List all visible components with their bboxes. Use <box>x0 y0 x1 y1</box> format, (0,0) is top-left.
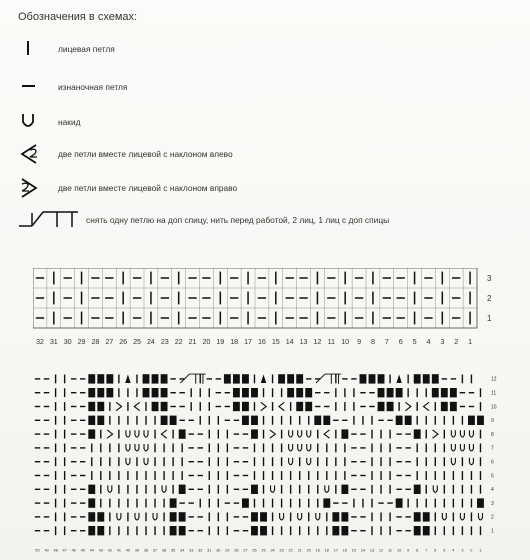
column-label: 24 <box>270 548 275 553</box>
filled-cell <box>332 512 339 521</box>
column-label: 44 <box>89 548 94 553</box>
column-label: 26 <box>252 548 257 553</box>
k2tog-left-mark <box>161 430 166 438</box>
yarn-over-mark <box>280 513 284 520</box>
legend-item-k2tog-right <box>18 176 237 200</box>
column-label: 33 <box>189 548 194 553</box>
filled-cell <box>414 429 421 438</box>
filled-cell <box>88 498 95 507</box>
filled-cell <box>287 388 294 397</box>
filled-cell <box>170 416 177 425</box>
k2tog-right-mark <box>107 430 112 438</box>
row-label: 1 <box>487 313 492 323</box>
row-label: 6 <box>491 459 494 466</box>
filled-cell <box>251 388 258 397</box>
column-label: 25 <box>261 548 266 553</box>
filled-cell <box>233 388 240 397</box>
column-label: 39 <box>134 548 140 553</box>
filled-cell <box>242 388 249 397</box>
yarn-over-mark <box>307 430 311 437</box>
column-label: 28 <box>234 548 239 553</box>
column-label: 9 <box>407 548 410 553</box>
column-label: 5 <box>412 337 417 346</box>
legend-item-yarn-over <box>18 110 81 134</box>
legend-item-cable <box>16 208 389 232</box>
filled-cell <box>170 526 177 535</box>
filled-cell <box>88 374 95 383</box>
filled-cell <box>423 512 430 521</box>
filled-cell <box>242 498 249 507</box>
filled-cell <box>305 402 312 411</box>
column-label: 12 <box>378 548 384 553</box>
filled-cell <box>88 402 95 411</box>
legend-title: Обозначения в схемах: <box>18 11 138 23</box>
legend-label-k2tog-left: две петли вместе лицевой с наклоном влево <box>58 149 233 159</box>
column-label: 13 <box>299 337 308 346</box>
filled-cell <box>251 416 258 425</box>
legend-item-k2tog-left <box>18 142 233 166</box>
row-label: 4 <box>491 487 494 494</box>
column-label: 27 <box>243 548 248 553</box>
filled-cell <box>450 402 457 411</box>
filled-cell <box>441 388 448 397</box>
column-label: 19 <box>216 337 225 346</box>
filled-cell <box>332 526 339 535</box>
column-label: 21 <box>297 548 302 553</box>
yarn-over-mark <box>316 513 320 520</box>
k2tog-left-mark <box>324 430 329 438</box>
column-label: 45 <box>80 548 85 553</box>
filled-cell <box>296 374 303 383</box>
filled-cell <box>179 526 186 535</box>
filled-cell <box>378 402 385 411</box>
column-label: 42 <box>107 548 112 553</box>
filled-cell <box>323 498 330 507</box>
filled-cell <box>450 388 457 397</box>
yarn-over-mark <box>298 444 302 451</box>
yarn-over-mark <box>135 430 139 437</box>
column-label: 14 <box>285 337 294 346</box>
filled-cell <box>477 498 484 507</box>
filled-cell <box>468 416 475 425</box>
row-label: 7 <box>491 445 494 452</box>
column-label: 16 <box>342 548 347 553</box>
column-label: 13 <box>369 548 375 553</box>
filled-cell <box>152 374 159 383</box>
column-label: 28 <box>91 337 100 346</box>
filled-cell <box>161 374 168 383</box>
filled-cell <box>170 498 177 507</box>
column-label: 17 <box>244 337 253 346</box>
column-label: 4 <box>452 548 455 553</box>
yarn-over-mark <box>298 430 302 437</box>
column-label: 3 <box>440 337 445 346</box>
filled-cell <box>88 526 95 535</box>
column-label: 31 <box>49 337 58 346</box>
column-label: 11 <box>327 337 336 346</box>
filled-cell <box>88 512 95 521</box>
column-label: 4 <box>426 337 431 346</box>
filled-cell <box>88 429 95 438</box>
column-label: 10 <box>397 548 402 553</box>
filled-cell <box>323 416 330 425</box>
cable-cross-icon <box>16 208 86 232</box>
filled-cell <box>88 416 95 425</box>
row-label: 8 <box>491 431 494 438</box>
row-label: 12 <box>491 376 497 383</box>
filled-cell <box>251 485 258 494</box>
column-label: 41 <box>116 548 121 553</box>
filled-cell <box>287 374 294 383</box>
legend-item-purl <box>18 75 127 99</box>
column-label: 9 <box>357 337 362 346</box>
row-label: 9 <box>491 418 494 425</box>
filled-cell <box>143 374 150 383</box>
row-label: 1 <box>491 528 494 535</box>
filled-cell <box>360 374 367 383</box>
k2tog-right-mark <box>116 402 121 410</box>
column-label: 16 <box>257 337 266 346</box>
filled-cell <box>396 416 403 425</box>
column-label: 27 <box>105 337 114 346</box>
cable-mark <box>180 374 205 384</box>
column-label: 19 <box>315 548 320 553</box>
k2tog-left-mark <box>279 402 284 410</box>
filled-cell <box>305 388 312 397</box>
row-label: 3 <box>491 500 494 507</box>
filled-cell <box>161 388 168 397</box>
filled-cell <box>97 526 104 535</box>
column-label: 11 <box>388 548 393 553</box>
yarn-over-mark <box>460 513 464 520</box>
filled-cell <box>224 374 231 383</box>
filled-cell <box>341 485 348 494</box>
k2tog-left-mark <box>134 402 139 410</box>
row-label: 11 <box>491 390 497 397</box>
yarn-over-mark <box>126 444 130 451</box>
yarn-over-mark <box>153 513 157 520</box>
column-label: 1 <box>479 548 482 553</box>
filled-cell <box>97 512 104 521</box>
column-label: 21 <box>188 337 197 346</box>
column-label: 30 <box>216 548 221 553</box>
filled-cell <box>296 402 303 411</box>
filled-cell <box>378 388 385 397</box>
yarn-over-mark <box>460 430 464 437</box>
chart-grid <box>35 374 484 535</box>
column-label: 22 <box>174 337 183 346</box>
column-label: 20 <box>202 337 211 346</box>
column-label: 49 <box>44 548 49 553</box>
filled-cell <box>88 485 95 494</box>
row-label: 2 <box>491 514 494 521</box>
k2tog-left-mark <box>424 402 429 410</box>
column-label: 35 <box>171 548 176 553</box>
filled-cell <box>378 374 385 383</box>
column-label: 10 <box>341 337 350 346</box>
yarn-over-mark <box>144 430 148 437</box>
column-label: 50 <box>35 548 40 553</box>
column-label: 8 <box>416 548 419 553</box>
filled-cell <box>97 388 104 397</box>
yarn-over-mark <box>469 458 473 465</box>
column-label: 32 <box>198 548 203 553</box>
filled-cell <box>477 416 484 425</box>
column-label: 18 <box>324 548 329 553</box>
filled-cell <box>161 402 168 411</box>
knit-stitch-icon <box>18 37 58 61</box>
k2tog-left-icon <box>18 142 58 166</box>
legend-label-k2tog-right: две петли вместе лицевой с наклоном вправо <box>58 183 238 193</box>
filled-cell <box>414 485 421 494</box>
yarn-over-mark <box>135 513 139 520</box>
decrease-mark <box>125 374 130 383</box>
yarn-over-mark <box>460 444 464 451</box>
column-label: 6 <box>434 548 437 553</box>
filled-cell <box>341 429 348 438</box>
yarn-over-mark <box>126 458 130 465</box>
yarn-over-mark <box>298 513 302 520</box>
chart-grid <box>33 268 477 328</box>
filled-cell <box>414 374 421 383</box>
filled-cell <box>179 429 186 438</box>
yarn-over-icon <box>18 110 58 134</box>
purl-stitch-icon <box>18 75 58 99</box>
row-label: 2 <box>487 293 492 303</box>
yarn-over-mark <box>451 458 455 465</box>
filled-cell <box>423 526 430 535</box>
column-label: 18 <box>230 337 239 346</box>
yarn-over-mark <box>117 513 121 520</box>
column-label: 38 <box>143 548 149 553</box>
filled-cell <box>97 374 104 383</box>
column-label: 26 <box>119 337 128 346</box>
yarn-over-mark <box>442 513 446 520</box>
yarn-over-mark <box>451 444 455 451</box>
yarn-over-mark <box>144 458 148 465</box>
column-label: 23 <box>279 548 284 553</box>
yarn-over-mark <box>126 430 130 437</box>
filled-cell <box>260 526 267 535</box>
yarn-over-mark <box>271 485 275 492</box>
chart-small <box>33 268 503 350</box>
yarn-over-mark <box>144 444 148 451</box>
chart-large <box>33 372 503 558</box>
filled-cell <box>233 374 240 383</box>
column-label: 24 <box>146 337 155 346</box>
filled-cell <box>260 512 267 521</box>
column-label: 15 <box>351 548 357 553</box>
filled-cell <box>387 402 394 411</box>
filled-cell <box>296 388 303 397</box>
column-label: 3 <box>461 548 464 553</box>
k2tog-right-mark <box>433 430 438 438</box>
filled-cell <box>441 402 448 411</box>
row-label: 3 <box>487 273 492 283</box>
k2tog-right-mark <box>261 402 266 410</box>
yarn-over-mark <box>478 513 482 520</box>
column-label: 14 <box>360 548 366 553</box>
filled-cell <box>97 402 104 411</box>
filled-cell <box>341 526 348 535</box>
filled-cell <box>143 388 150 397</box>
yarn-over-mark <box>469 430 473 437</box>
column-label: 8 <box>370 337 375 346</box>
column-label: 22 <box>288 548 293 553</box>
k2tog-right-icon <box>18 176 58 200</box>
filled-cell <box>396 498 403 507</box>
decrease-mark <box>396 374 401 383</box>
filled-cell <box>341 512 348 521</box>
cable-mark <box>316 374 341 384</box>
yarn-over-mark <box>108 485 112 492</box>
column-label: 2 <box>454 337 459 346</box>
column-label: 25 <box>133 337 142 346</box>
column-label: 12 <box>313 337 322 346</box>
column-label: 7 <box>384 337 389 346</box>
legend-label-yarn-over: накид <box>58 117 81 127</box>
filled-cell <box>106 388 113 397</box>
filled-cell <box>432 388 439 397</box>
filled-cell <box>251 512 258 521</box>
column-label: 29 <box>77 337 86 346</box>
yarn-over-mark <box>325 485 329 492</box>
k2tog-right-mark <box>405 402 410 410</box>
row-label: 10 <box>491 404 497 411</box>
filled-cell <box>152 402 159 411</box>
filled-cell <box>251 429 258 438</box>
column-label: 46 <box>71 548 76 553</box>
column-label: 15 <box>271 337 280 346</box>
filled-cell <box>432 374 439 383</box>
filled-cell <box>414 512 421 521</box>
column-label: 31 <box>207 548 212 553</box>
column-label: 7 <box>425 548 428 553</box>
filled-cell <box>314 416 321 425</box>
decrease-mark <box>261 374 266 383</box>
yarn-over-mark <box>289 444 293 451</box>
yarn-over-mark <box>289 430 293 437</box>
filled-cell <box>278 374 285 383</box>
filled-cell <box>97 416 104 425</box>
column-label: 20 <box>306 548 311 553</box>
filled-cell <box>88 388 95 397</box>
column-label: 23 <box>160 337 169 346</box>
column-label: 47 <box>62 548 67 553</box>
filled-cell <box>242 402 249 411</box>
column-label: 17 <box>333 548 338 553</box>
filled-cell <box>242 416 249 425</box>
filled-cell <box>405 416 412 425</box>
filled-cell <box>170 512 177 521</box>
k2tog-right-mark <box>270 430 275 438</box>
yarn-over-mark <box>451 430 455 437</box>
legend-label-knit: лицевая петля <box>58 44 115 54</box>
column-label: 1 <box>468 337 473 346</box>
legend-label-cable: снять одну петлю на доп спицу, нить перед работой, 2 лиц, 1 лиц с доп спицы <box>86 215 390 225</box>
filled-cell <box>251 526 258 535</box>
filled-cell <box>369 374 376 383</box>
column-label: 30 <box>63 337 72 346</box>
yarn-over-mark <box>135 444 139 451</box>
yarn-over-mark <box>433 485 437 492</box>
filled-cell <box>387 388 394 397</box>
column-label: 29 <box>225 548 230 553</box>
yarn-over-mark <box>307 444 311 451</box>
filled-cell <box>179 512 186 521</box>
column-label: 40 <box>125 548 131 553</box>
column-label: 43 <box>98 548 103 553</box>
filled-cell <box>423 374 430 383</box>
filled-cell <box>233 402 240 411</box>
legend-item-knit <box>18 37 115 61</box>
column-label: 6 <box>398 337 403 346</box>
yarn-over-mark <box>307 458 311 465</box>
row-label: 5 <box>491 473 494 480</box>
yarn-over-mark <box>289 458 293 465</box>
column-label: 5 <box>443 548 446 553</box>
yarn-over-mark <box>469 444 473 451</box>
filled-cell <box>161 416 168 425</box>
column-label: 2 <box>470 548 473 553</box>
filled-cell <box>152 388 159 397</box>
filled-cell <box>396 388 403 397</box>
filled-cell <box>106 374 113 383</box>
column-label: 48 <box>53 548 58 553</box>
yarn-over-mark <box>162 485 166 492</box>
filled-cell <box>414 526 421 535</box>
column-label: 36 <box>161 548 167 553</box>
column-label: 37 <box>152 548 158 553</box>
filled-cell <box>179 485 186 494</box>
column-label: 32 <box>35 337 44 346</box>
legend-label-purl: изнаночная петля <box>58 82 128 92</box>
column-label: 34 <box>180 548 185 553</box>
filled-cell <box>242 374 249 383</box>
